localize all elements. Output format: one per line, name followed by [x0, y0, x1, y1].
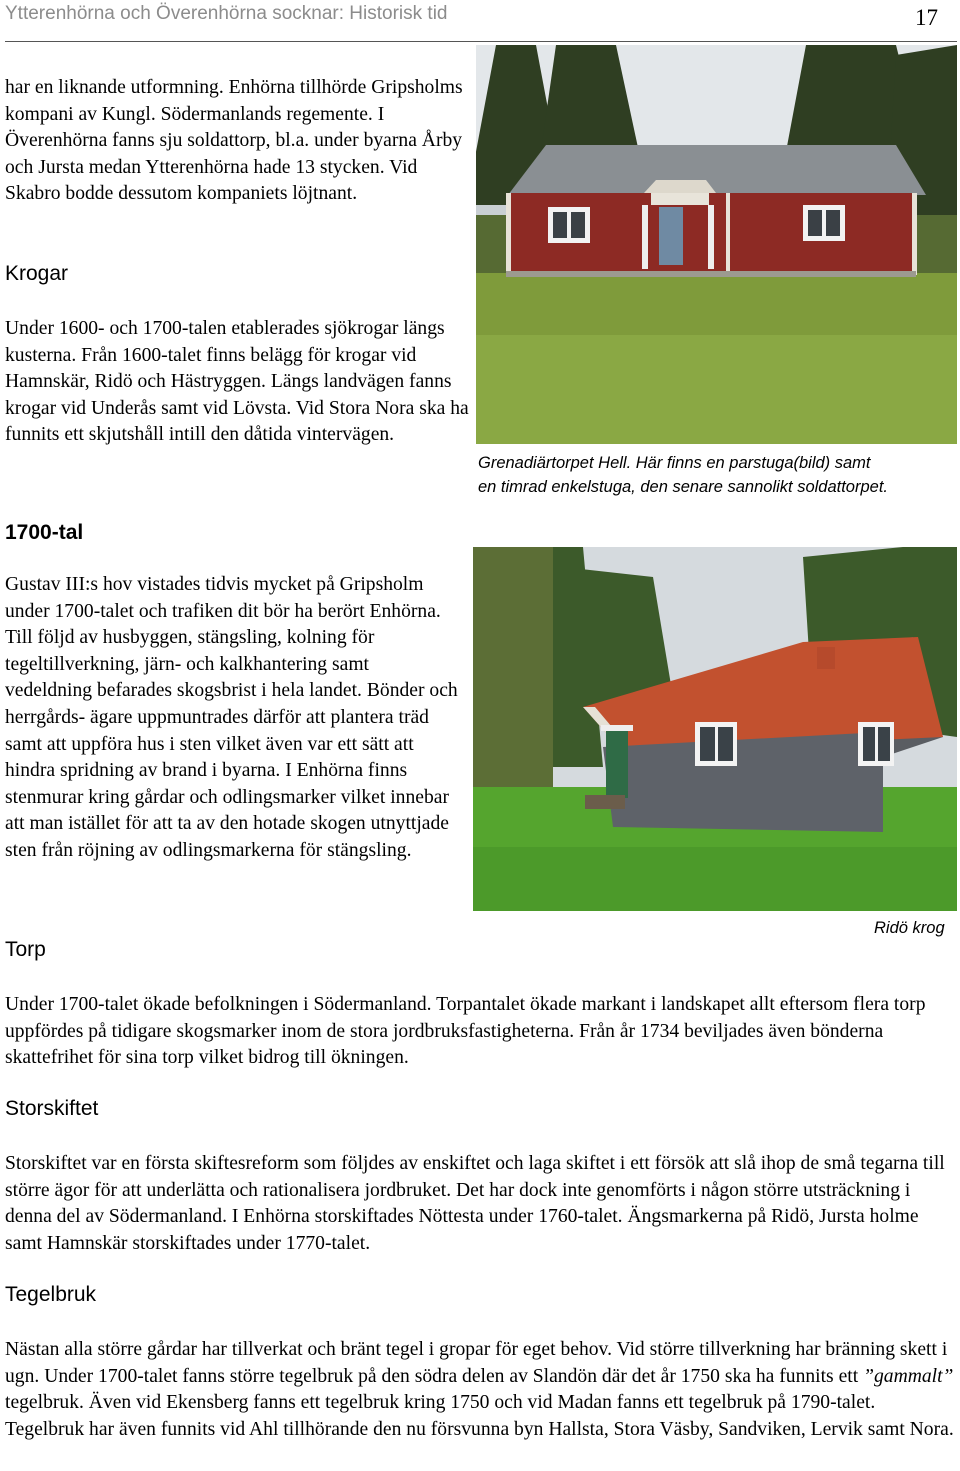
- intro-paragraph: har en liknande utformning. Enhörna tillhörde Gripsholms kompani av Kungl. Södermanlands regemente. I Överenhörna fanns sju soldattorp, bl.a. under byarna Årby och Jursta medan Ytterenhörna hade 13 stycken. Vid Skabro bodde dessutom kompaniets löjtnant.: [5, 77, 463, 205]
- tegelbruk-paragraph: [5, 1337, 957, 1443]
- header-rule: [5, 41, 957, 42]
- photo1-caption-line1: Grenadiärtorpet Hell. Här finns en parstuga(bild) samt: [478, 454, 871, 472]
- photo1-caption-line2: en timrad enkelstuga, den senare sannolikt soldattorpet.: [478, 478, 889, 496]
- storskiftet-paragraph: Storskiftet var en första skiftesreform som följdes av enskiftet och laga skiftet i ett försök att slå ihop de små tegarna till större ägor för att underlätta och rationalisera jordbruket. Det har dock inte genomförts i någon större utsträckning i denna del av Södermanland. I Enhörna storskiftades Nöttesta under 1760-talet. Ängsmarkerna på Ridö, Jursta holme samt Hamnskär storskiftades under 1770-talet.: [5, 1153, 945, 1254]
- storskiftet-heading: Storskiftet: [5, 1097, 99, 1120]
- tal1700-heading: 1700-tal: [5, 521, 84, 544]
- krogar-paragraph: Under 1600- och 1700-talen etablerades sjökrogar längs kusterna. Från 1600-talet finns belägg för krogar vid Hamnskär, Ridö och Hästryggen. Längs landvägen fanns krogar vid Underås samt vid Lövsta. Vid Stora Nora ska ha funnits ett skjutshåll intill den dåtida vintervägen.: [5, 318, 469, 446]
- rido-krog-photo: [473, 547, 957, 911]
- tegelbruk-text-2: tegelbruk. Även vid Ekensberg fanns ett tegelbruk kring 1750 och vid Madan fanns ett tegelbruk på 1790-talet. Tegelbruk har även funnits vid Ahl tillhörande den nu försvunna byn Hallsta, Stora Väsby, Sandviken, Lervik samt Nora.: [5, 1392, 954, 1440]
- photo2-caption: Ridö krog: [874, 919, 945, 937]
- torp-heading: Torp: [5, 938, 46, 961]
- krogar-heading: Krogar: [5, 262, 69, 285]
- running-title: Ytterenhörna och Överenhörna socknar: Historisk tid: [5, 3, 448, 24]
- grenadiartorpet-photo: [476, 45, 957, 444]
- tegelbruk-emphasis: ”gammalt”: [863, 1365, 954, 1387]
- tegelbruk-text-1: Nästan alla större gårdar har tillverkat och bränt tegel i gropar för eget behov. Vid större tillverkning har bränning skett i ugn. Under 1700-talet fanns större tegelbruk på den södra delen av Slandön där det år 1750 ska ha funnits ett: [5, 1339, 948, 1387]
- torp-paragraph: Under 1700-talet ökade befolkningen i Södermanland. Torpantalet ökade markant i landskapet allt eftersom flera torp uppfördes på tidigare skogsmarker inom de stora jordbruksfastigheterna. Från år 1734 beviljades även bönderna skattefrihet för sina torp vilket bidrog till ökningen.: [5, 994, 926, 1069]
- tal1700-paragraph: Gustav III:s hov vistades tidvis mycket på Gripsholm under 1700-talet och trafiken dit bör ha berört Enhörna. Till följd av husbyggen, stängsling, kolning för tegeltillverkning, järn- och kalkhantering samt vedeldning befarades skogsbrist i hela landet. Bönder och herrgårds- ägare uppmuntrades därför att plantera träd samt att uppföra hus i sten vilket även var ett sätt att hindra spridning av brand i byarna. I Enhörna finns stenmurar kring gårdar och odlingsmarker vilket innebar att man istället för att ta av den hotade skogen utnyttjade sten från röjning av odlingsmarkerna för stängsling.: [5, 574, 458, 861]
- page-number: 17: [915, 5, 938, 30]
- tegelbruk-heading: Tegelbruk: [5, 1283, 97, 1306]
